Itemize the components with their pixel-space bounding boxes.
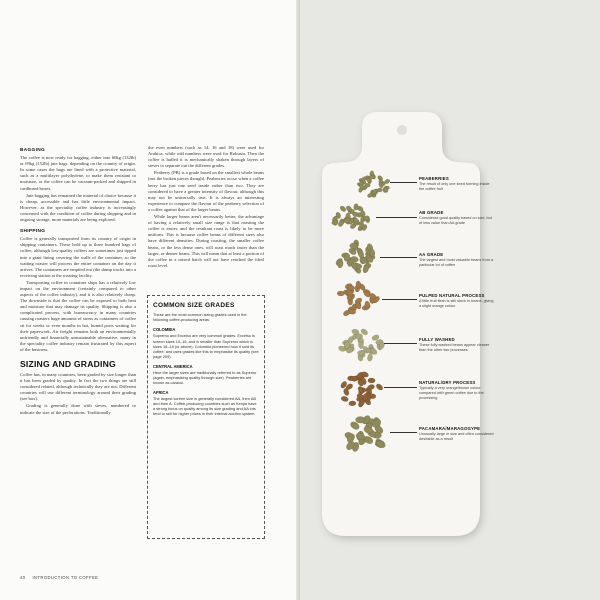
section-title: INTRODUCTION TO COFFEE [32,575,99,580]
label-description: Considered good quality based on size, but of less value than AA grade [419,216,492,225]
bean-label-pulped-natural [419,293,494,309]
region-name: AFRICA [153,390,169,396]
label-title: NATURAL/DRY PROCESS [419,380,476,385]
label-title: PULPED NATURAL PROCESS [419,293,485,298]
bean-label-ab-grade [419,210,494,226]
sizing-paragraph-2: Grading is generally done with sieves, numbered to indicate the size of the perforations. Traditionally [20,403,136,415]
region-text: Supremo and Excelso are very common grades. Excelso is screen sizes 14–16, and is smaller than Supremo which is sizes 16–18 (or above). Colombia pioneered how it sold its coffee, and uses grades like this to emphasise its quality (see page 209). [153,333,259,359]
shipping-heading: SHIPPING [20,229,46,235]
leader-line [382,299,417,300]
bagging-paragraph-2: Jute bagging has remained the material of choice because it is cheap, accessible and has little environmental impact. However, as the speciality coffee industry is increasingly concerned with the condition of coffee during shipping and in ongoing storage, more materials are being explored. [20,192,136,223]
bean-label-aa-grade [419,252,494,268]
label-title: AB GRADE [419,210,444,215]
bagging-heading: BAGGING [20,148,46,153]
label-description: These fully washed beans appear cleaner than the other two processes [419,343,490,352]
bean-label-natural-dry [419,380,494,400]
coffee-bean [368,378,375,383]
sizing-heading: SIZING AND GRADING [20,359,116,369]
shipping-paragraph-2: Transporting coffee in container ships has a relatively low impact on the environment (certainly compared to other aspects of the coffee industry), and it is also relatively cheap. The downside is that the coffee can be exposed to both heat and moisture that may damage its quality. Shipping is also a complicated process, with bureaucracy in many countries causing roasters huge amounts of stress as containers of coffee sit for weeks or even months in hot, humid ports waiting for their paperwork. Air freight remains both an environmentally unfriendly and financially unsustainable alternative, many in the speciality coffee industry remain frustrated by this aspect of the business. [20,279,136,352]
label-title: FULLY WASHED [419,337,455,342]
region-name: COLOMBIA [153,327,176,333]
label-description: A little fruit flesh is still stuck to beans, giving a slight orange colour [419,299,494,308]
column2-paragraph-2: Peaberry (PB) is a grade based on the smallest whole beans (not the broken pieces though). Peaberries occur when a coffee berry has just one seed inside rather than two. They are considered to have a greater intensity of flavour, although this may not be universally true. It is always an interesting experience to compare the flavour of the peaberry selection of a coffee against that of the larger beans. [148,170,264,212]
leader-line [390,432,417,433]
coffee-bean [347,285,355,290]
leader-line [384,387,417,388]
sidebar-intro: These are the most common sizing grades used in the following coffee-producing areas: [153,312,247,323]
coffee-bean [349,401,357,406]
sidebar-title: COMMON SIZE GRADES [153,302,235,309]
label-title: PEABERRIES [419,176,449,181]
shipping-paragraph-1: Coffee is generally transported from its country of origin in shipping containers. These hold up to three hundred bags of coffee, although low-quality coffees are sometimes just tipped into a giant lining covering the walls of the container, so the waiting roaster will process the entire container on the day it arrives. The containers are emptied out (the dump trucks into a receiving station at the roasting facility. [20,236,136,278]
label-title: PACAMARA/MARAGOGYPE [419,426,481,431]
region-text: The largest screen size is generally considered AA, then AB and then A. Coffee-producing countries such as Kenya have a strong focus on quality among its size grading and AA lots tend to sell for higher prices in their internal auction system. [153,396,257,417]
region-name: CENTRAL AMERICA [153,363,193,369]
coffee-bean [344,218,351,223]
sizing-paragraph-1: Coffee has, in many countries, been graded by size longer than it has been graded by quality. In fact the two things are still considered related, although technically they are not. Different countries will use different terminology around their grading (see box). [20,372,136,402]
leader-line [384,343,417,344]
region-text: Here the larger sizes are traditionally referred to as Superior (again, emphasising quality through size). Peaberries are known as caracol. [153,369,257,386]
column2-paragraph-3: While larger beans aren't necessarily better, the advantage of having a relatively small size range is that roasting the coffee is easier, and the resultant roast is likely to be more uniform. This is because coffee beans of different sizes also have different densities. During roasting, the smaller coffee beans, or the less dense ones, will roast much faster than the larger, or denser beans. This will mean that at least a portion of the coffee in a mixed batch will not have reached the ideal roast level. [148,214,264,268]
coffee-bean [363,394,368,402]
column2-paragraph-1: the even numbers (such as 14, 16 and 18) were used for Arabica, while odd numbers were used for Robusta. Then the coffee is hulled it is mechanically shaken through layers of sieves to separate out the different grades. [148,145,264,169]
board-hole [397,125,407,135]
leader-line [380,257,417,258]
label-description: The result of only one seed forming inside the coffee fruit [419,182,490,191]
leader-line [376,217,417,218]
label-title: AA GRADE [419,252,444,257]
bean-label-fully-washed [419,337,494,353]
label-description: The largest and most valuable beans from a particular lot of coffee [419,258,494,267]
leader-line [390,182,417,183]
coffee-bean [337,291,345,296]
bagging-paragraph-1: The coffee is now ready for bagging, either into 60kg (132lb) or 69kg (152lb) jute bags, depending on the country of origin. In some cases the bags are lined with a protective material, such as a multilayer polythylene, to make them resistant to moisture, or the coffee can be vacuum-packed and shipped in cardboard boxes. [20,155,136,191]
label-description: Typically a very orange/brown colour compared with green coffee due to the processing [419,386,484,400]
bean-label-peaberries [419,176,494,192]
bean-label-pacamara [419,426,494,442]
label-description: Unusually large in size and often considered desirable as a result [419,432,494,441]
page-number: 40 [20,575,26,580]
